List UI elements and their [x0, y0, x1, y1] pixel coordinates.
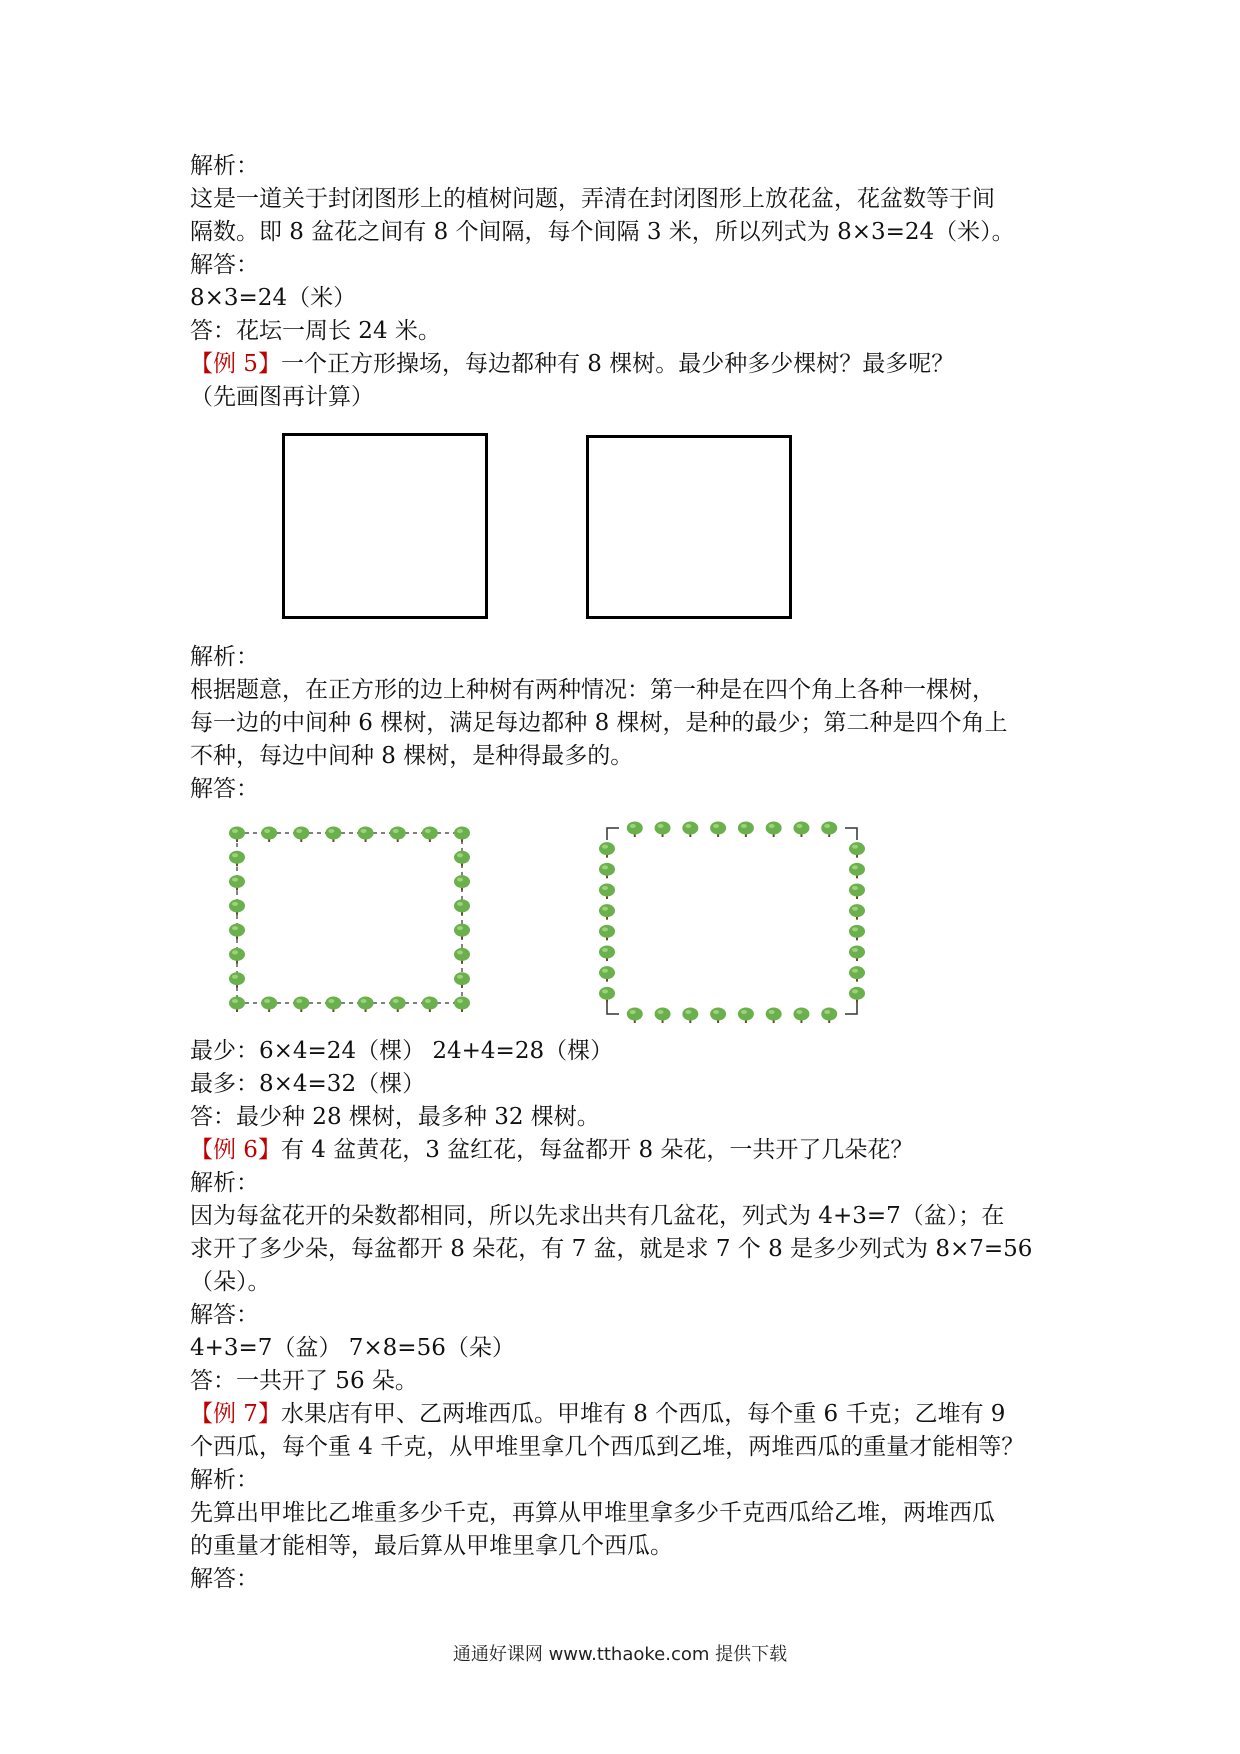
corner-mark — [845, 1002, 857, 1014]
analysis-label: 解析： — [190, 1467, 259, 1493]
tree-icon — [849, 863, 865, 879]
tree-icon — [599, 987, 615, 1003]
tree-icon — [325, 997, 341, 1013]
tree-icon — [599, 884, 615, 900]
formula-line: 8×3=24（米） — [190, 285, 357, 311]
tree-icon — [229, 851, 245, 867]
tree-icon — [454, 948, 470, 964]
text-line: 隔数。即 8 盆花之间有 8 个间隔，每个间隔 3 米，所以列式为 8×3=24（米）。 — [190, 219, 1015, 245]
tree-icon — [454, 875, 470, 891]
tree-icon — [849, 987, 865, 1003]
tree-icon — [454, 827, 470, 843]
corner-mark — [607, 828, 619, 840]
tree-icon — [358, 997, 374, 1013]
text-line: 每一边的中间种 6 棵树，满足每边都种 8 棵树，是种的最少；第二种是四个角上 — [190, 710, 1008, 736]
tree-icon — [454, 851, 470, 867]
tree-icon — [627, 1008, 643, 1024]
answer-label: 解答： — [190, 252, 259, 278]
tree-icon — [710, 1008, 726, 1024]
example-5-tag: 【例 5】 — [190, 351, 281, 377]
example-6-question — [190, 1134, 1070, 1167]
tree-icon — [293, 997, 309, 1013]
answer-line: 答：一共开了 56 朵。 — [190, 1368, 418, 1394]
page-footer: 通通好课网 www.tthaoke.com 提供下载 — [452, 1644, 788, 1665]
answer-line: 答：花坛一周长 24 米。 — [190, 318, 441, 344]
tree-icon — [766, 822, 782, 838]
corner-mark — [607, 1002, 619, 1014]
tree-icon — [229, 997, 245, 1013]
analysis-label: 解析： — [190, 153, 259, 179]
tree-icon — [849, 884, 865, 900]
example-7-question — [190, 1398, 1070, 1431]
tree-icon — [454, 924, 470, 940]
tree-icon — [599, 863, 615, 879]
tree-icon — [229, 899, 245, 915]
tree-icon — [454, 899, 470, 915]
text-line: 这是一道关于封闭图形上的植树问题，弄清在封闭图形上放花盆，花盆数等于间 — [190, 186, 995, 212]
tree-icon — [454, 997, 470, 1013]
tree-icon — [390, 827, 406, 843]
tree-icon — [599, 842, 615, 858]
tree-icon — [655, 1008, 671, 1024]
tree-icon — [599, 946, 615, 962]
text-line: 的重量才能相等，最后算从甲堆里拿几个西瓜。 — [190, 1533, 673, 1559]
tree-icon — [261, 997, 277, 1013]
answer-label: 解答： — [190, 776, 259, 802]
tree-icon — [849, 842, 865, 858]
tree-icon — [849, 925, 865, 941]
tree-icon — [849, 966, 865, 982]
tree-icon — [454, 972, 470, 988]
tree-icon — [358, 827, 374, 843]
analysis-label: 解析： — [190, 1170, 259, 1196]
example-6-tag: 【例 6】 — [190, 1137, 281, 1163]
example-7-tag: 【例 7】 — [190, 1401, 281, 1427]
text-line: 因为每盆花开的朵数都相同，所以先求出共有几盆花，列式为 4+3=7（盆）；在 — [190, 1203, 1005, 1229]
tree-icon — [422, 827, 438, 843]
example-5-question-note: （先画图再计算） — [190, 384, 374, 410]
text-line: 先算出甲堆比乙堆重多少千克，再算从甲堆里拿多少千克西瓜给乙堆，两堆西瓜 — [190, 1500, 995, 1526]
tree-icon — [229, 827, 245, 843]
formula-line: 最多：8×4=32（棵） — [190, 1071, 426, 1097]
tree-icon — [229, 972, 245, 988]
tree-icon — [422, 997, 438, 1013]
tree-icon — [710, 822, 726, 838]
tree-icon — [627, 822, 643, 838]
example-5-question — [190, 348, 1070, 381]
tree-icon — [738, 1008, 754, 1024]
tree-icon — [293, 827, 309, 843]
example-7-question-cont: 个西瓜，每个重 4 千克，从甲堆里拿几个西瓜到乙堆，两堆西瓜的重量才能相等？ — [190, 1434, 1025, 1460]
formula-line: 最少：6×4=24（棵） 24+4=28（棵） — [190, 1038, 614, 1064]
tree-icon — [682, 822, 698, 838]
tree-icon — [849, 904, 865, 920]
example-5-question-text: 一个正方形操场，每边都种有 8 棵树。最少种多少棵树？最多呢？ — [280, 351, 955, 377]
tree-icon — [793, 822, 809, 838]
tree-icon — [849, 946, 865, 962]
tree-icon — [766, 1008, 782, 1024]
tree-icon — [390, 997, 406, 1013]
tree-icon — [599, 966, 615, 982]
corner-mark — [845, 828, 857, 840]
blank-square-right — [586, 435, 792, 619]
text-line: 根据题意，在正方形的边上种树有两种情况：第一种是在四个角上各种一棵树， — [190, 677, 995, 703]
example-6-question-text: 有 4 盆黄花，3 盆红花，每盆都开 8 朵花，一共开了几朵花？ — [280, 1137, 914, 1163]
analysis-label: 解析： — [190, 644, 259, 670]
answer-label: 解答： — [190, 1566, 259, 1592]
tree-icon — [821, 1008, 837, 1024]
tree-icon — [229, 948, 245, 964]
tree-icon — [738, 822, 754, 838]
answer-label: 解答： — [190, 1302, 259, 1328]
tree-icon — [325, 827, 341, 843]
tree-icon — [261, 827, 277, 843]
tree-icon — [599, 925, 615, 941]
blank-square-left — [282, 433, 488, 619]
square-outline — [237, 833, 462, 1003]
tree-icon — [793, 1008, 809, 1024]
example-7-question-text: 水果店有甲、乙两堆西瓜。甲堆有 8 个西瓜，每个重 6 千克；乙堆有 9 — [280, 1401, 1006, 1427]
tree-icon — [229, 924, 245, 940]
min-tree-diagram — [225, 815, 485, 1020]
tree-icon — [821, 822, 837, 838]
text-line: （朵）。 — [190, 1269, 271, 1295]
formula-line: 4+3=7（盆） 7×8=56（朵） — [190, 1335, 515, 1361]
tree-icon — [655, 822, 671, 838]
max-tree-diagram — [595, 810, 875, 1025]
tree-icon — [599, 904, 615, 920]
tree-icon — [682, 1008, 698, 1024]
text-line: 求开了多少朵，每盆都开 8 朵花，有 7 盆，就是求 7 个 8 是多少列式为 8×7=56 — [190, 1236, 1033, 1262]
tree-icon — [229, 875, 245, 891]
text-line: 不种，每边中间种 8 棵树，是种得最多的。 — [190, 743, 634, 769]
answer-line: 答：最少种 28 棵树，最多种 32 棵树。 — [190, 1104, 600, 1130]
